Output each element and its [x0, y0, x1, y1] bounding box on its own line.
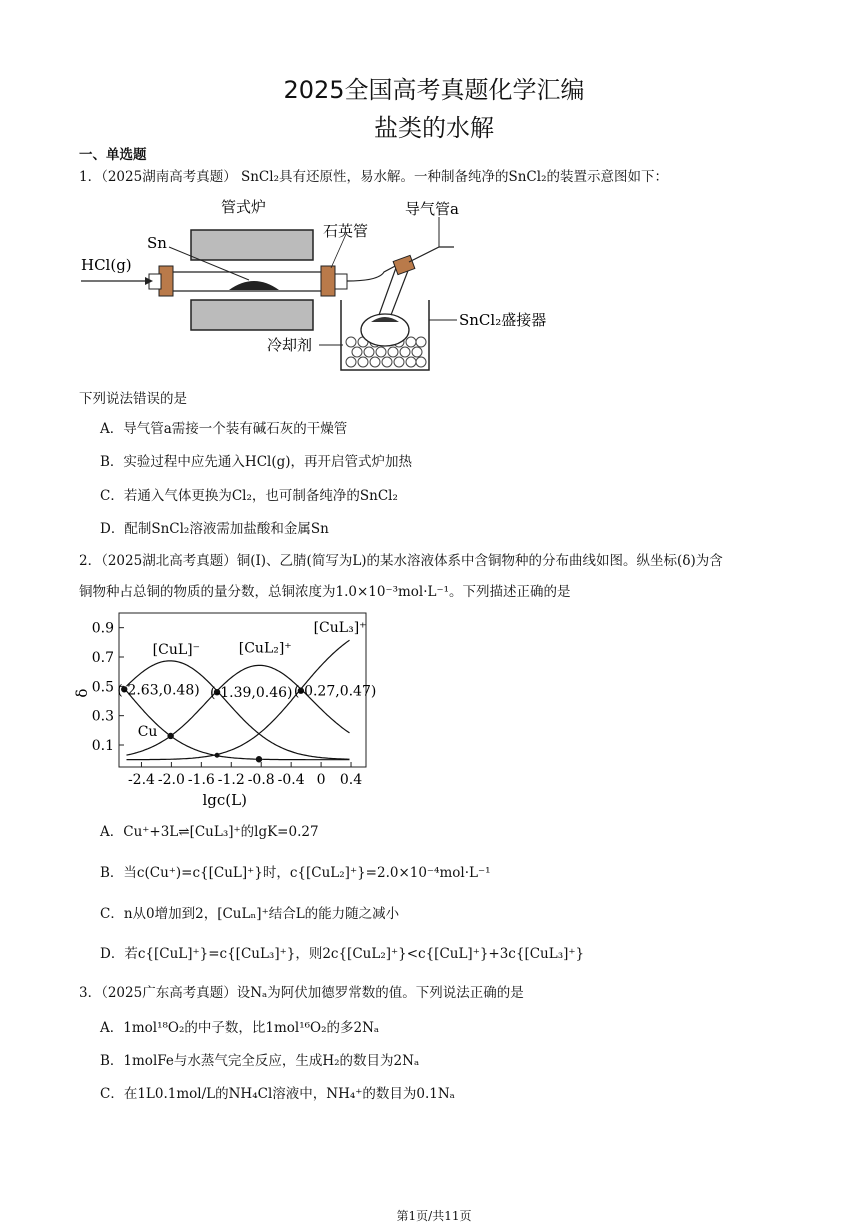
q1-option-a: A．导气管a需接一个装有碱石灰的干燥管: [100, 421, 348, 437]
q1-prompt: 下列说法错误的是: [79, 391, 187, 407]
series-line-0: [127, 691, 350, 760]
x-axis-label: lgc(L): [202, 791, 247, 809]
doc-title: 2025全国高考真题化学汇编: [283, 76, 585, 104]
y-tick-label: 0.7: [91, 650, 114, 666]
label-coolant: 冷却剂: [267, 336, 313, 354]
series-label: [CuL₃]⁺: [313, 620, 367, 637]
q2-stem-line2: 铜物种占总铜的物质的量分数，总铜浓度为1.0×10⁻³mol·L⁻¹。下列描述正确的是: [79, 584, 571, 600]
crossing-point-low: [215, 753, 220, 758]
doc-subtitle: 盐类的水解: [374, 114, 494, 142]
page-footer: 第1页/共11页: [396, 1209, 472, 1223]
x-tick-label: -2.4: [127, 772, 155, 788]
x-tick-label: -1.2: [217, 772, 245, 788]
series-label: [CuL]⁻: [152, 642, 201, 659]
q2-option-d: D．若c{[CuL]⁺}=c{[CuL₃]⁺}，则2c{[CuL₂]⁺}<c{[CuL]⁺}+3c{[CuL₃]⁺}: [100, 946, 585, 962]
label-quartz: 石英管: [323, 222, 369, 240]
q1-stem: 1．（2025湖南高考真题） SnCl₂具有还原性，易水解。一种制备纯净的SnCl₂的装置示意图如下：: [79, 169, 668, 185]
furnace-bottom: [191, 300, 313, 330]
q1-option-d: D．配制SnCl₂溶液需加盐酸和金属Sn: [100, 521, 329, 537]
label-receiver: SnCl₂盛接器: [459, 311, 547, 329]
annotation-label: (-2.63,0.48): [117, 682, 200, 699]
series-label: Cu: [137, 724, 158, 741]
series-line-2: [127, 665, 350, 755]
label-tube-a: 导气管a: [405, 200, 459, 218]
q3-option-c: C．在1L0.1mol/L的NH₄Cl溶液中，NH₄⁺的数目为0.1Nₐ: [100, 1086, 455, 1102]
y-tick-label: 0.5: [91, 679, 114, 696]
x-tick-label: -0.8: [247, 772, 275, 788]
furnace-top: [191, 230, 313, 260]
label-hcl: HCl(g): [81, 256, 132, 274]
q3-stem: 3．（2025广东高考真题）设Nₐ为阿伏加德罗常数的值。下列说法正确的是: [79, 985, 524, 1001]
x-tick-label: 0.4: [339, 772, 363, 788]
q2-option-a: A．Cu⁺+3L⇌[CuL₃]⁺的lgK=0.27: [100, 824, 319, 840]
q2-stem-line1: 2．（2025湖北高考真题）铜(I)、乙腈(简写为L)的某水溶液体系中含铜物种的分布曲线如图。纵坐标(δ)为含: [79, 553, 723, 569]
q1-apparatus-figure: [79, 192, 579, 382]
q1-option-b: B．实验过程中应先通入HCl(g)，再开启管式炉加热: [100, 454, 413, 470]
y-tick-label: 0.9: [91, 620, 114, 637]
x-tick-label: -0.4: [277, 772, 305, 788]
x-tick-label: 0: [316, 772, 326, 788]
q3-option-a: A．1mol¹⁸O₂的中子数，比1mol¹⁶O₂的多2Nₐ: [100, 1020, 380, 1036]
q1-option-c: C．若通入气体更换为Cl₂，也可制备纯净的SnCl₂: [100, 488, 398, 504]
x-tick-label: -2.0: [157, 772, 185, 788]
x-tick-label: -1.6: [187, 772, 215, 788]
q2-option-b: B．当c(Cu⁺)=c{[CuL]⁺}时，c{[CuL₂]⁺}=2.0×10⁻⁴mol·L⁻¹: [100, 865, 491, 881]
q3-option-b: B．1molFe与水蒸气完全反应，生成H₂的数目为2Nₐ: [100, 1053, 420, 1069]
y-tick-label: 0.1: [91, 738, 114, 754]
label-furnace: 管式炉: [221, 198, 267, 216]
crossing-point-low: [256, 756, 262, 762]
annotation-label: (-1.39,0.46): [210, 685, 293, 702]
q2-option-c: C．n从0增加到2，[CuLₙ]⁺结合L的能力随之减小: [100, 906, 400, 922]
annotation-label: (-0.27,0.47): [293, 683, 377, 700]
series-label: [CuL₂]⁺: [238, 640, 292, 657]
label-sn: Sn: [147, 234, 167, 252]
y-axis-label: δ: [73, 688, 91, 698]
series-line-1: [127, 661, 350, 759]
q2-distribution-chart: [73, 605, 399, 809]
crossing-point-low: [167, 733, 173, 739]
y-tick-label: 0.3: [91, 708, 114, 725]
section-heading: 一、单选题: [79, 147, 147, 163]
